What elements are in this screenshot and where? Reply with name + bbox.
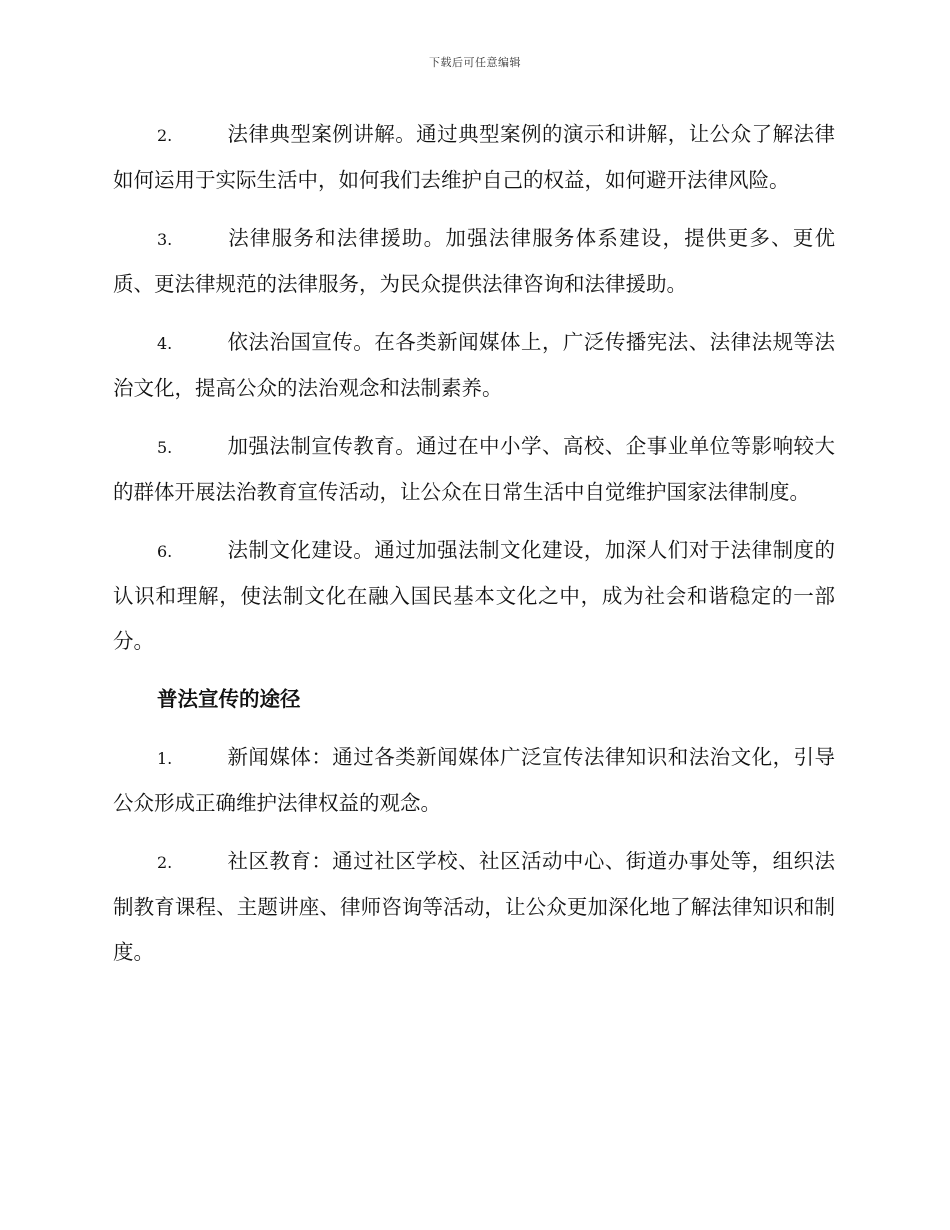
- item-number: 5.: [157, 438, 173, 457]
- list-item: [113, 112, 835, 203]
- list-item: [113, 735, 835, 826]
- item-number: 4.: [157, 334, 173, 353]
- section-heading: 普法宣传的途径: [157, 687, 301, 711]
- document-body: [113, 112, 835, 988]
- list-item: [113, 320, 835, 411]
- item-number: 2.: [157, 126, 173, 145]
- item-text: 加强法制宣传教育。通过在中小学、高校、企事业单位等影响较大的群体开展法治教育宣传活动，让公众在日常生活中自觉维护国家法律制度。: [113, 434, 835, 504]
- list-item: [113, 424, 835, 515]
- item-text: 依法治国宣传。在各类新闻媒体上，广泛传播宪法、法律法规等法治文化，提高公众的法治观念和法制素养。: [113, 330, 835, 400]
- item-text: 法律典型案例讲解。通过典型案例的演示和讲解，让公众了解法律如何运用于实际生活中，如何我们去维护自己的权益，如何避开法律风险。: [113, 122, 835, 192]
- item-number: 6.: [157, 542, 173, 561]
- item-text: 社区教育：通过社区学校、社区活动中心、街道办事处等，组织法制教育课程、主题讲座、律师咨询等活动，让公众更加深化地了解法律知识和制度。: [113, 849, 835, 964]
- list-item: [113, 528, 835, 664]
- list-item: [113, 216, 835, 307]
- list-item: [113, 839, 835, 975]
- page-header: 下载后可任意编辑: [429, 56, 521, 69]
- item-text: 法律服务和法律援助。加强法律服务体系建设，提供更多、更优质、更法律规范的法律服务，为民众提供法律咨询和法律援助。: [113, 226, 835, 296]
- item-number: 2.: [157, 853, 173, 872]
- item-text: 法制文化建设。通过加强法制文化建设，加深人们对于法律制度的认识和理解，使法制文化在融入国民基本文化之中，成为社会和谐稳定的一部分。: [113, 538, 835, 653]
- item-number: 3.: [157, 230, 173, 249]
- item-text: 新闻媒体：通过各类新闻媒体广泛宣传法律知识和法治文化，引导公众形成正确维护法律权益的观念。: [113, 745, 835, 815]
- item-number: 1.: [157, 749, 173, 768]
